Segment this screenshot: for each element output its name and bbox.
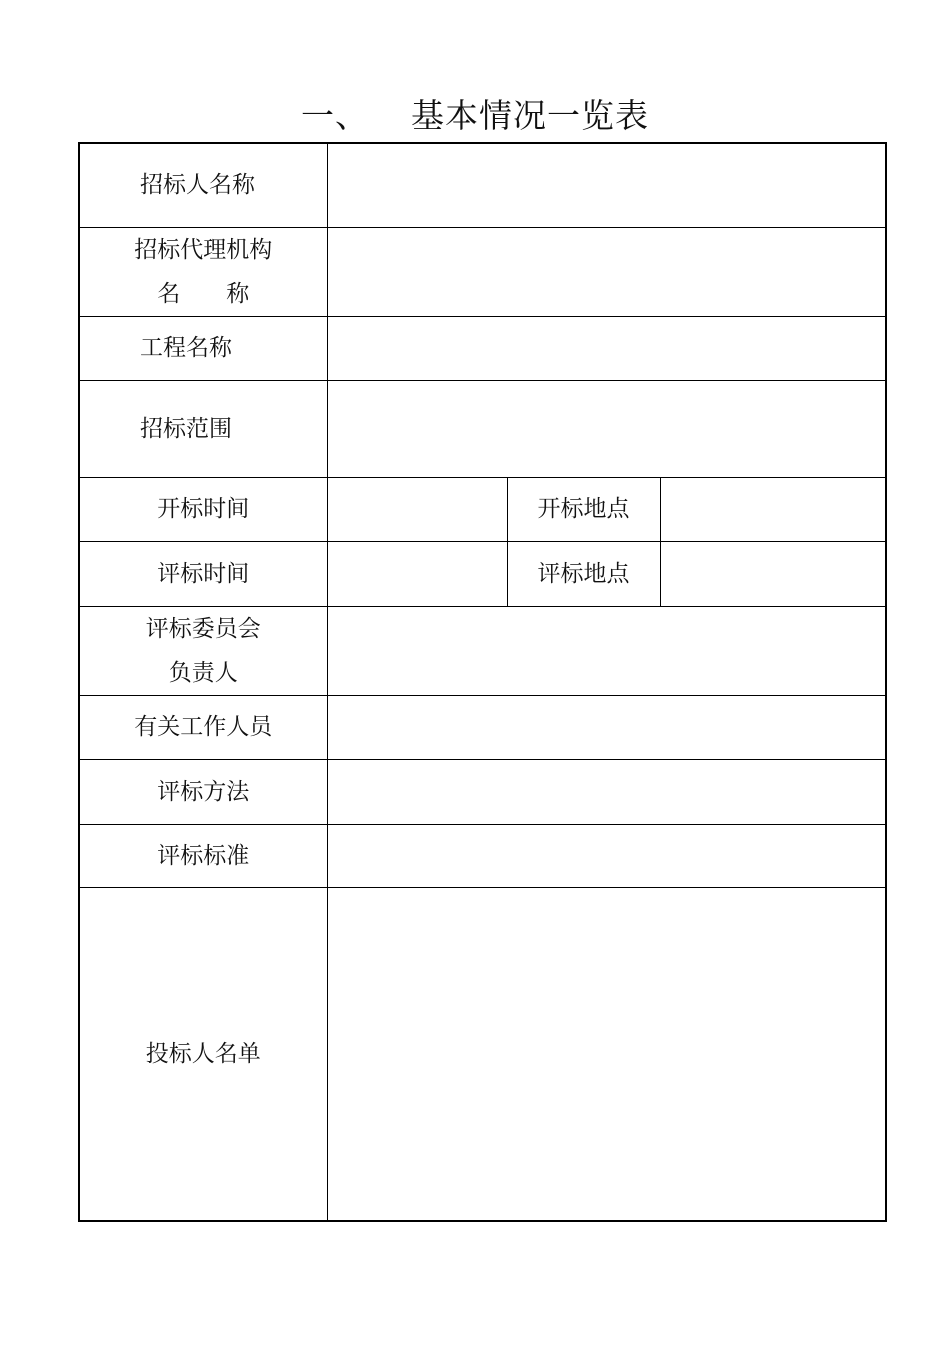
table-row	[79, 606, 886, 695]
evaluation-standard-field[interactable]	[327, 824, 886, 887]
evaluation-time-label: 评标时间	[79, 541, 327, 606]
section-number: 一、	[301, 96, 369, 135]
table-row	[79, 316, 886, 380]
bidder-list-field[interactable]	[327, 887, 886, 1221]
related-staff-field[interactable]	[327, 695, 886, 759]
evaluation-place-label: 评标地点	[507, 541, 660, 606]
evaluation-method-label: 评标方法	[79, 759, 327, 824]
bid-opening-time-field[interactable]	[327, 477, 507, 541]
committee-head-label: 评标委员会 负责人	[79, 606, 327, 695]
bid-opening-place-label: 开标地点	[507, 477, 660, 541]
tenderer-name-label: 招标人名称	[79, 143, 327, 227]
table-row	[79, 477, 886, 541]
table-row	[79, 759, 886, 824]
bid-opening-place-field[interactable]	[660, 477, 886, 541]
section-title: 基本情况一览表	[411, 96, 649, 135]
agency-name-label: 招标代理机构 名 称	[79, 227, 327, 316]
project-name-field[interactable]	[327, 316, 886, 380]
basic-info-table	[78, 142, 887, 1222]
tender-scope-label: 招标范围	[79, 380, 327, 477]
table-row	[79, 541, 886, 606]
bid-opening-time-label: 开标时间	[79, 477, 327, 541]
evaluation-standard-label: 评标标准	[79, 824, 327, 887]
project-name-label: 工程名称	[79, 316, 327, 380]
table-row	[79, 695, 886, 759]
table-row	[79, 143, 886, 227]
evaluation-place-field[interactable]	[660, 541, 886, 606]
evaluation-method-field[interactable]	[327, 759, 886, 824]
agency-name-field[interactable]	[327, 227, 886, 316]
evaluation-time-field[interactable]	[327, 541, 507, 606]
page-title	[0, 92, 950, 140]
table-row	[79, 887, 886, 1221]
table-row	[79, 380, 886, 477]
tender-scope-field[interactable]	[327, 380, 886, 477]
table-row	[79, 227, 886, 316]
committee-head-field[interactable]	[327, 606, 886, 695]
tenderer-name-field[interactable]	[327, 143, 886, 227]
bidder-list-label: 投标人名单	[79, 887, 327, 1221]
related-staff-label: 有关工作人员	[79, 695, 327, 759]
table-row	[79, 824, 886, 887]
